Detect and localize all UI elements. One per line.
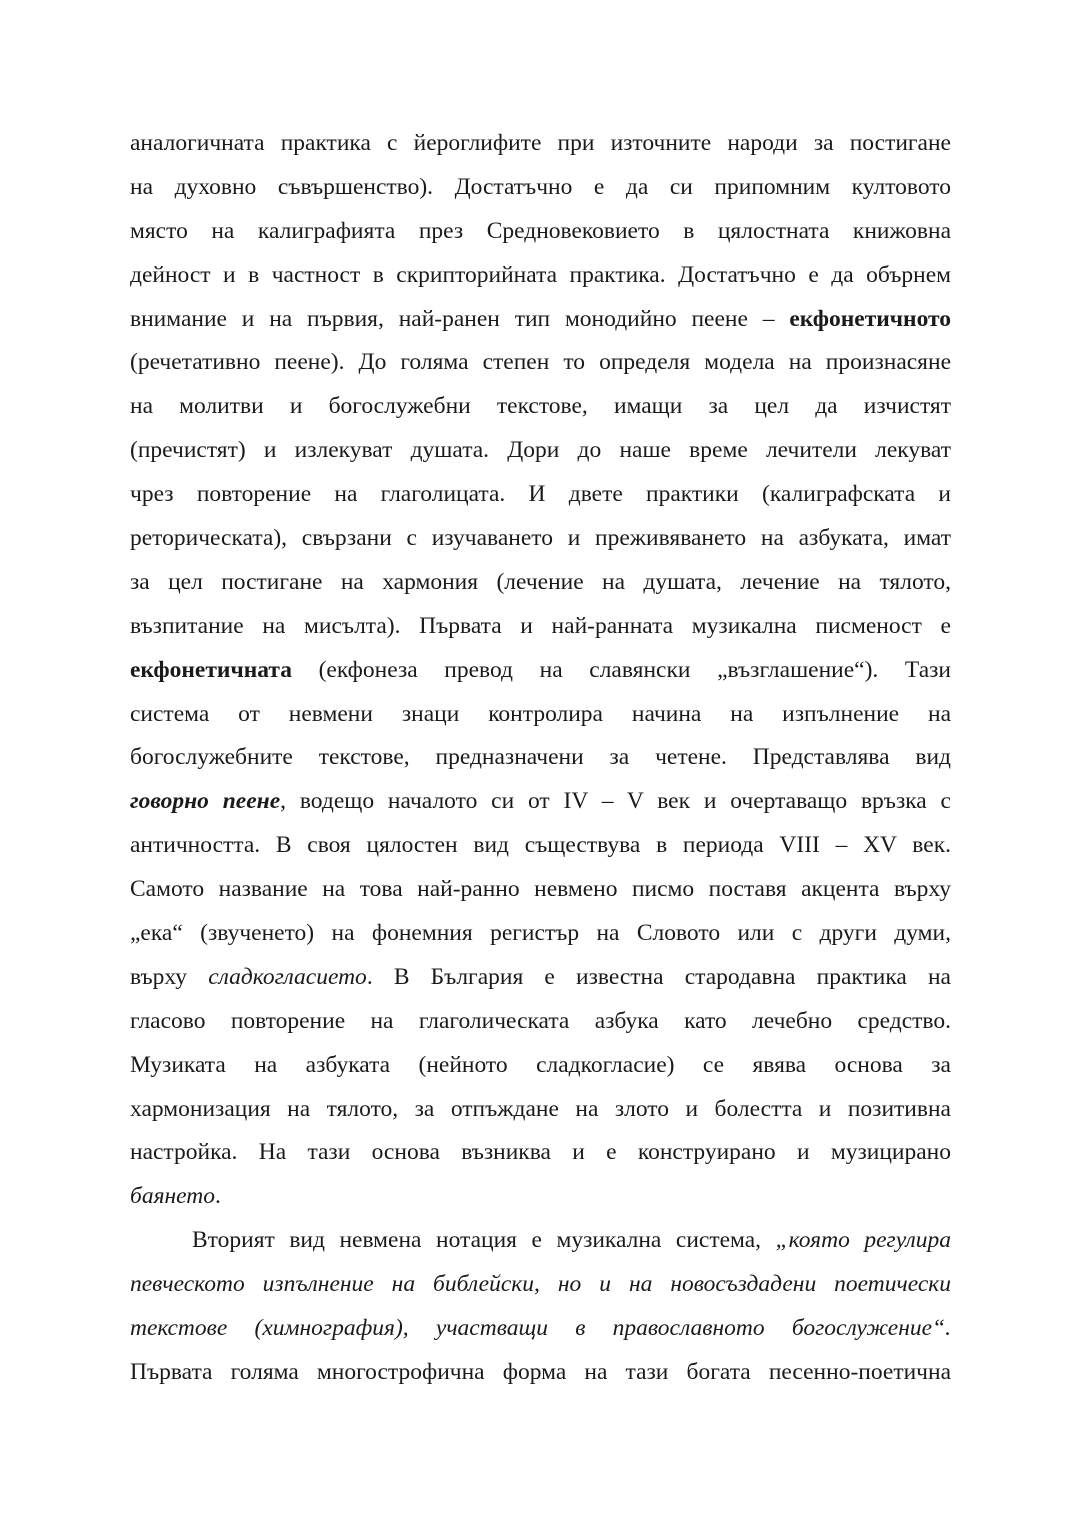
text-run: възпитание на мисълта). Първата и най-ранната музикална писменост е — [130, 612, 951, 639]
text-run: , водещо началото си от IV – V век и очертаващо връзка с — [280, 788, 951, 815]
text-line — [130, 605, 951, 649]
bold-term: екфонетичното — [789, 305, 951, 332]
text-line — [130, 298, 951, 342]
text-line — [130, 868, 951, 912]
italic-quote: „която регулира — [775, 1227, 952, 1254]
text-line — [130, 693, 951, 737]
text-line — [130, 1131, 951, 1175]
text-run: внимание и на първия, най-ранен тип монодийно пеене – — [130, 305, 790, 332]
text-line — [130, 473, 951, 517]
text-run: „ека“ (звученето) на фонемния регистър на Словото или с други думи, — [130, 920, 951, 947]
text-line — [130, 122, 951, 166]
text-run: (пречистят) и излекуват душата. Дори до наше време лечители лекуват — [130, 437, 951, 464]
text-line — [130, 1000, 951, 1044]
text-run: Музиката на азбуката (нейното сладкогласие) се явява основа за — [130, 1051, 951, 1078]
text-line — [130, 824, 951, 868]
text-run: реторическата), свързани с изучаването и преживяването на азбуката, имат — [130, 525, 951, 552]
text-line — [130, 1351, 951, 1395]
text-line — [130, 166, 951, 210]
text-line — [130, 912, 951, 956]
text-run: аналогичната практика с йероглифите при източните народи за постигане — [130, 130, 951, 156]
text-run: хармонизация на тялото, за отпъждане на злото и болестта и позитивна — [130, 1095, 951, 1122]
italic-term: баянето — [130, 1183, 215, 1210]
text-run: за цел постигане на хармония (лечение на душата, лечение на тялото, — [130, 568, 951, 595]
text-run: на духовно съвършенство). Достатъчно е да си припомним култовото — [130, 173, 951, 200]
text-line — [130, 736, 951, 780]
text-run: настройка. На тази основа възниква и е конструирано и музицирано — [130, 1139, 951, 1166]
text-line — [130, 1088, 951, 1132]
text-run: богослужебните текстове, предназначени за четене. Представлява вид — [130, 744, 951, 771]
text-line — [130, 341, 951, 385]
text-run: античността. В своя цялостен вид съществува в периода VIII – XV век. — [130, 832, 951, 859]
text-line — [130, 1307, 951, 1351]
text-line — [130, 385, 951, 429]
document-body — [130, 122, 951, 1395]
text-line — [130, 561, 951, 605]
text-line — [130, 956, 951, 1000]
italic-term: сладкогласието — [208, 963, 367, 990]
text-run: място на калиграфията през Средновековието в цялостната книжовна — [130, 217, 951, 244]
text-line — [130, 1175, 951, 1219]
bold-italic-term: говорно пеене — [130, 788, 281, 815]
text-run: . В България е известна стародавна практика на — [366, 963, 951, 990]
text-line — [130, 649, 951, 693]
italic-quote: певческото изпълнение на библейски, но и на новосъздадени поетически — [130, 1271, 951, 1298]
text-run: на молитви и богослужебни текстове, имащи за цел да изчистят — [130, 393, 951, 420]
text-run: . — [215, 1183, 221, 1210]
text-run: дейност и в частност в скрипторийната практика. Достатъчно е да обърнем — [130, 261, 951, 288]
text-line — [130, 210, 951, 254]
text-line — [130, 1263, 951, 1307]
text-run: (екфонеза превод на славянски „възглашение“). Тази — [291, 656, 951, 683]
text-run: върху — [130, 963, 209, 990]
text-run: система от невмени знаци контролира начина на изпълнение на — [130, 700, 951, 727]
bold-term: екфонетичната — [130, 656, 292, 683]
text-line — [130, 1219, 951, 1263]
text-run: чрез повторение на глаголицата. И двете практики (калиграфската и — [130, 481, 951, 508]
text-line — [130, 429, 951, 473]
text-run: Вторият вид невмена нотация е музикална система, — [192, 1227, 776, 1254]
text-run: гласово повторение на глаголическата азбука като лечебно средство. — [130, 1007, 951, 1034]
text-run: Самото название на това най-ранно невмено писмо поставя акцента върху — [130, 876, 951, 903]
text-run: (речетативно пеене). До голяма степен то определя модела на произнасяне — [130, 349, 951, 376]
italic-quote: текстове (химнография), участващи в православното богослужение“. — [130, 1315, 951, 1342]
text-line — [130, 254, 951, 298]
text-line — [130, 517, 951, 561]
text-line — [130, 1044, 951, 1088]
text-run: Първата голяма многострофична форма на тази богата песенно-поетична — [130, 1358, 951, 1385]
text-line — [130, 780, 951, 824]
